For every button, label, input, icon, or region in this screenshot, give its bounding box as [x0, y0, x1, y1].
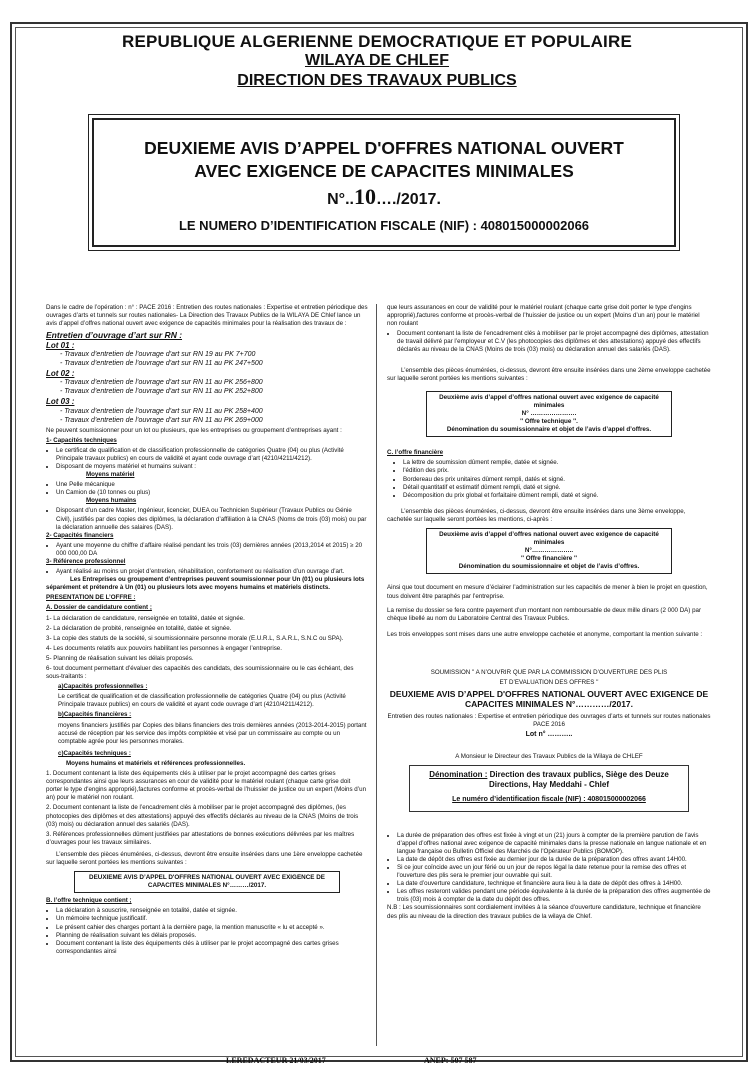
- box2-line2: N° ………………….: [521, 409, 577, 417]
- denomination-label: Dénomination :: [429, 770, 488, 780]
- nb: N.B : Les soumissionnaires sont cordialement invitées à la séance d'ouverture candidature, technique et financière des plis au niveau de la direction des travaux publics de la wilaya de Chlef.: [387, 904, 701, 920]
- capa-prof-title: a)Capacités professionnelles :: [58, 683, 148, 691]
- denomination-value: Direction des travaux publics, Siège des Deuze Directions, Hay Meddahi - Chlef: [488, 770, 669, 790]
- title-box: [92, 118, 676, 247]
- capa-fin-title: b)Capacités financières :: [58, 711, 132, 719]
- remise: La remise du dossier se fera contre payement d’un montant non remboursable de deux mille dinars (2 000 DA) par chèque libellé au nom du Laboratoire Central des Travaux Publics.: [387, 606, 702, 622]
- title-line2: AVEC EXIGENCE DE CAPACITES MINIMALES: [194, 161, 574, 181]
- num-suffix: …./2017.: [375, 191, 441, 208]
- trois-enveloppes: Les trois enveloppes sont mises dans une autre enveloppe cachetée et anonyme, comportant la mention suivante :: [387, 630, 703, 638]
- lot2b: - Travaux d’entretien de l’ouvrage d’art sur RN 11 au PK 252+800: [60, 388, 263, 396]
- cont-2: • Document contenant la liste de l’encadrement clés à mobiliser par le projet accompagné des diplômes, attestation de travail délivré par l’employeur et C.V (les photocopies des diplômes et des attestations) appuyé des effectifs déclarés au niveau de la CNAS (Moins de trois (03) mois) ou déclaration annuel des salariés (DAS).: [397, 330, 711, 354]
- box2-line3: '' Offre technique ''.: [520, 418, 578, 426]
- separate-lots: Les Entreprises ou groupement d’entreprises peuvent soumissionner pour Un (01) ou plusieurs lots séparément et prétendre à Un (01) ou plusieurs lots avec moyens humains et matériels distincts.: [46, 576, 365, 592]
- num-value: 10: [353, 184, 376, 209]
- ensemble-1: L’ensemble des pièces énumérées, ci-dessus, devront être ensuite insérées dans une 1ère enveloppe cachetée sur laquelle seront portées les mentions suivantes :: [46, 850, 363, 866]
- dossier-a-title: A. Dossier de candidature contient ;: [46, 604, 152, 612]
- cap-tech-title: 1- Capacités techniques: [46, 436, 117, 444]
- b1: • La déclaration à souscrire, renseignée en totalité, datée et signée.: [56, 907, 368, 915]
- moyens-materiel: Moyens matériel: [86, 471, 135, 479]
- soum-3: DEUXIEME AVIS D’APPEL D'OFFRES NATIONAL OUVERT AVEC EXIGENCE DE CAPACITES MINIMALES N°…………/2017.: [389, 689, 709, 710]
- box3-line3: '' Offre financière '': [520, 555, 578, 563]
- capa-prof-1: Le certificat de qualification et de classification professionnelle de catégories Quatre (04) ou plus (Activité Principale travaux publics) en cours de validité et ayant code ouvrage d’art (4210/4211/4212).: [58, 693, 346, 709]
- footer-anep: ANEP: 507 587: [424, 1056, 477, 1065]
- title-nif: LE NUMERO D’IDENTIFICATION FISCALE (NIF) : 408015000002066: [178, 218, 590, 233]
- num-prefix: N°..: [327, 191, 354, 208]
- b2: • Un mémoire technique justificatif.: [56, 915, 368, 923]
- mat-1: • Une Pelle mécanique: [56, 481, 368, 489]
- ref-1: • Ayant réalisé au moins un projet d’entretien, réhabilitation, confortement ou réalisation d’un ouvrage d’art.: [56, 568, 368, 576]
- lot1a: - Travaux d’entretien de l’ouvrage d’art sur RN 19 au PK 7+700: [60, 351, 256, 359]
- lot3: Lot 03 :: [46, 397, 75, 407]
- lot2: Lot 02 :: [46, 369, 75, 379]
- a6: 6- tout document permettant d’évaluer des capacités des candidats, des soumissionnaire ou le cas échéant, des sous-traitants :: [46, 665, 354, 681]
- a4: 4- Les documents relatifs aux pouvoirs habilitant les personnes à engager l’entreprise.: [46, 644, 282, 652]
- b3: • Le présent cahier des charges portant à la dernière page, la mention manuscrite « lu et accepté ».: [56, 924, 368, 932]
- soum-2: ET D’EVALUATION DES OFFRES '': [499, 679, 599, 686]
- box3-line2: N°………………..: [524, 547, 574, 555]
- footer-redacteur: LEREDACTEUR 21/03/2017: [226, 1056, 326, 1065]
- box2-line1: Deuxième avis d’appel d’offres national ouvert avec exigence de capacité minimales: [439, 393, 659, 409]
- monsieur-le-directeur: A Monsieur le Directeur des Travaux Publics de la Wilaya de CHLEF: [455, 753, 643, 761]
- c2: 2. Document contenant la liste de l’encadrement clés à mobiliser par le projet accompagné des diplômes, (les photocopies des diplômes et des attestations) appuyé des effectifs déclarés au niveau de la CNAS (Moins de trois (03) mois) ou déclaration annuel des salariés (DAS).: [46, 804, 359, 828]
- b4: • Planning de réalisation suivant les délais proposés.: [56, 932, 368, 940]
- capa-tech-title: c)Capacités techniques :: [58, 749, 131, 757]
- a5: 5- Planning de réalisation suivant les délais proposés.: [46, 654, 194, 662]
- envelope-box-3: [426, 528, 672, 574]
- soum-5: Lot n° ………..: [525, 731, 573, 739]
- offre-b-title: B. l’offre technique contient ;: [46, 897, 132, 905]
- presentation-title: PRESENTATION DE L’OFFRE :: [46, 594, 136, 602]
- a2: 2- La déclaration de probité, renseignée en totalité, datée et signée.: [46, 624, 232, 632]
- cf1: • La lettre de soumission dûment remplie, datée et signée.: [403, 459, 711, 467]
- left-column: [46, 304, 368, 956]
- soum-4: Entretien des routes nationales : Expertise et entretien périodique des ouvrages d’arts et tunnels sur routes nationales PACE 2016: [387, 713, 711, 729]
- cf2: • l'édition des prix.: [403, 467, 711, 475]
- subject: Entretien d’ouvrage d’art sur RN :: [46, 330, 183, 341]
- moyens-humains: Moyens humains: [86, 497, 137, 505]
- d1: • La durée de préparation des offres est fixée à vingt et un (21) jours à compter de la première parution de l’avis d’appel d’offres national avec exigence de capacité minimales dans la presse nationale en langue nationale et en langue française ou Bulletin Officiel des Marchés de l'Opérateur Publics (BOMOP).: [397, 832, 711, 856]
- title-line1: DEUXIEME AVIS D’APPEL D'OFFRES NATIONAL OUVERT: [144, 138, 624, 158]
- denomination: [414, 770, 684, 790]
- ainsi: Ainsi que tout document en mesure d’éclairer l’administration sur les capacités de mener à bien le projet en question, tous doivent être paraphés par l’entreprise.: [387, 584, 708, 600]
- intro: Dans le cadre de l’opération : n° : PACE 2016 : Entretien des routes nationales : Expertise et entretien périodique des ouvrages d’arts et tunnels sur routes nationales- La Direction des Travaux Publics de la WILAYA DE Chlef lance un avis d’appel d’offres national ouvert avec exigence de capacités minimales pour la réalisation des travaux de :: [46, 304, 368, 328]
- title-number: [94, 184, 674, 210]
- box3-line1: Deuxième avis d’appel d’offres national ouvert avec exigence de capacité minimales: [439, 530, 659, 547]
- capa-fin-1: moyens financiers justifiés par Copies des bilans financiers des trois dernières années (2013-2014-2015) portant accusé de réception par les service des impôts complétée et visé par un commissaire au compte ou un comptable agrée pour les personnes morales.: [58, 721, 367, 745]
- lot3a: - Travaux d’entretien de l’ouvrage d’art sur RN 11 au PK 258+400: [60, 407, 263, 415]
- address-nif: Le numéro d’identification fiscale (NIF) : 408015000002066: [452, 796, 646, 804]
- d3: • Si ce jour coïncide avec un jour férié ou un jour de repos légal la date retenue pour la remise des offres et l'ouverture des plis sera le premier jour ouvrable qui suit.: [397, 864, 711, 880]
- a3: 3- La copie des statuts de la société, si soumissionnaire personne morale (E.U.R.L, S.A.R.L, S.N.C ou SPA).: [46, 634, 344, 642]
- lot1b: - Travaux d’entretien de l’ouvrage d’art sur RN 11 au PK 247+500: [60, 360, 263, 368]
- header-wilaya: WILAYA DE CHLEF: [304, 52, 449, 69]
- box2-line4: Dénomination du soumissionnaire et objet de l’avis d’appel d’offres.: [446, 426, 652, 434]
- soumission-block: [387, 669, 711, 739]
- c3: 3. Références professionnelles dûment justifiées par attestations de bonnes exécutions délivrées par les maîtres d’ouvrages pour les travaux similaires.: [46, 830, 355, 846]
- cf4: • Détail quantitatif et estimatif dûment rempli, daté et signé.: [403, 484, 711, 492]
- cont-1: que leurs assurances en cour de validité pour le matériel roulant (chaque carte grise doit porter le type d'engins approprié),factures conforme et procès-verbal de l’huissier de justice ou un expert (Moins d’un an) pour le matériel non roulant: [387, 304, 700, 328]
- header-direction: DIRECTION DES TRAVAUX PUBLICS: [237, 72, 517, 89]
- ensemble-2: L’ensemble des pièces énumérées, ci-dessus, devront être ensuite insérées dans une 2ème enveloppe cachetée sur laquelle seront portées les mentions suivantes :: [387, 366, 711, 382]
- lot2a: - Travaux d’entretien de l’ouvrage d’art sur RN 11 au PK 256+800: [60, 379, 263, 387]
- address-box: [409, 765, 689, 811]
- mat-2: • Un Camion de (10 tonnes ou plus): [56, 489, 368, 497]
- header-republic: REPUBLIQUE ALGERIENNE DEMOCRATIQUE ET POPULAIRE: [122, 32, 632, 51]
- offre-c-title: C. l’offre financière: [387, 449, 444, 457]
- a1: 1- La déclaration de candidature, renseignée en totalité, datée et signée.: [46, 614, 245, 622]
- ensemble-3: L’ensemble des pièces énumérées, ci-dessus, devront être ensuite insérées dans une 3ème enveloppe, cachetée sur laquelle seront portées les mentions, ci-après :: [387, 507, 686, 523]
- capa-tech-sub: Moyens humains et matériels et références professionnelles.: [66, 759, 246, 767]
- cf3: • Bordereau des prix unitaires dûment rempli, datés et signé.: [403, 476, 711, 484]
- soum-1: SOUMISSION '' A N’OUVRIR QUE PAR LA COMMISSION D’OUVERTURE DES PLIS: [430, 668, 668, 676]
- ref-title: 3- Référence professionnel: [46, 557, 126, 565]
- lot3b: - Travaux d’entretien de l’ouvrage d’art sur RN 11 au PK 269+000: [60, 416, 263, 424]
- envelope-box-2: [426, 391, 672, 437]
- d4: • La date d’ouverture candidature, technique et financière aura lieu à la date de dépôt des offres à 14H00.: [397, 880, 711, 888]
- cap-fin-title: 2- Capacités financiers: [46, 531, 114, 539]
- b5: • Document contenant la liste des équipements clés à utiliser par le projet accompagné des cartes grises correspondantes ainsi: [56, 940, 368, 956]
- cap-tech-2: • Disposant de moyens matériel et humains suivant :: [56, 463, 368, 471]
- lot1: Lot 01 :: [46, 341, 75, 351]
- cf5: • Décomposition du prix global et forfaitaire dûment rempli, daté et signé.: [403, 492, 711, 500]
- right-column: [387, 304, 711, 923]
- box3-line4: Dénomination du soumissionnaire et objet de l’avis d’offres.: [458, 563, 640, 571]
- eligibility: Ne peuvent soumissionner pour un lot ou plusieurs, que les entreprises ou groupement d’entreprises ayant :: [46, 426, 342, 434]
- d2: • La date de dépôt des offres est fixée au dernier jour de la durée de la préparation des offres avant 14H00.: [397, 856, 711, 864]
- cap-tech-1: • Le certificat de qualification et de classification professionnelle de catégories Quatre (04) ou plus (Activité Principale travaux publics) en cours de validité et ayant code ouvrage d’art (4210/4211/4212).: [56, 447, 368, 463]
- envelope-box-1: DEUXIEME AVIS D’APPEL D'OFFRES NATIONAL OUVERT AVEC EXIGENCE DE CAPACITES MINIMALES N°………/2017.: [74, 871, 340, 893]
- cap-fin-1: • Ayant une moyenne du chiffre d’affaire réalisé pendant les trois (03) dernières années (2013,2014 et 2015) ≥ 20 000 000,00 DA: [56, 542, 368, 558]
- column-separator: [376, 304, 377, 1046]
- d5: • Les offres resteront valides pendant une période équivalente à la durée de la préparation des offres augmentée de trois (03) mois à compter de la date du dépôt des offres.: [397, 888, 711, 904]
- c1: 1. Document contenant la liste des équipements clés à utiliser par le projet accompagné des cartes grises correspondantes ainsi que leurs assurances en cour de validité pour le matériel roulant (chaque carte grise doit porter le type d'engins approprié),factures conforme et procès-verbal de l’huissier de justice ou un expert (Moins d’un an) pour le matériel non roulant.: [46, 770, 367, 802]
- hum-1: • Disposant d’un cadre Master, Ingénieur, licencier, DUEA ou Technicien Supérieur (Travaux Publics ou Génie Civil), justifiés par des copies des diplômes, la déclaration d’affiliation à la CNAS (Noms de trois (03) mois) ou par la déclaration annuelle des salaires (DAS).: [56, 507, 368, 531]
